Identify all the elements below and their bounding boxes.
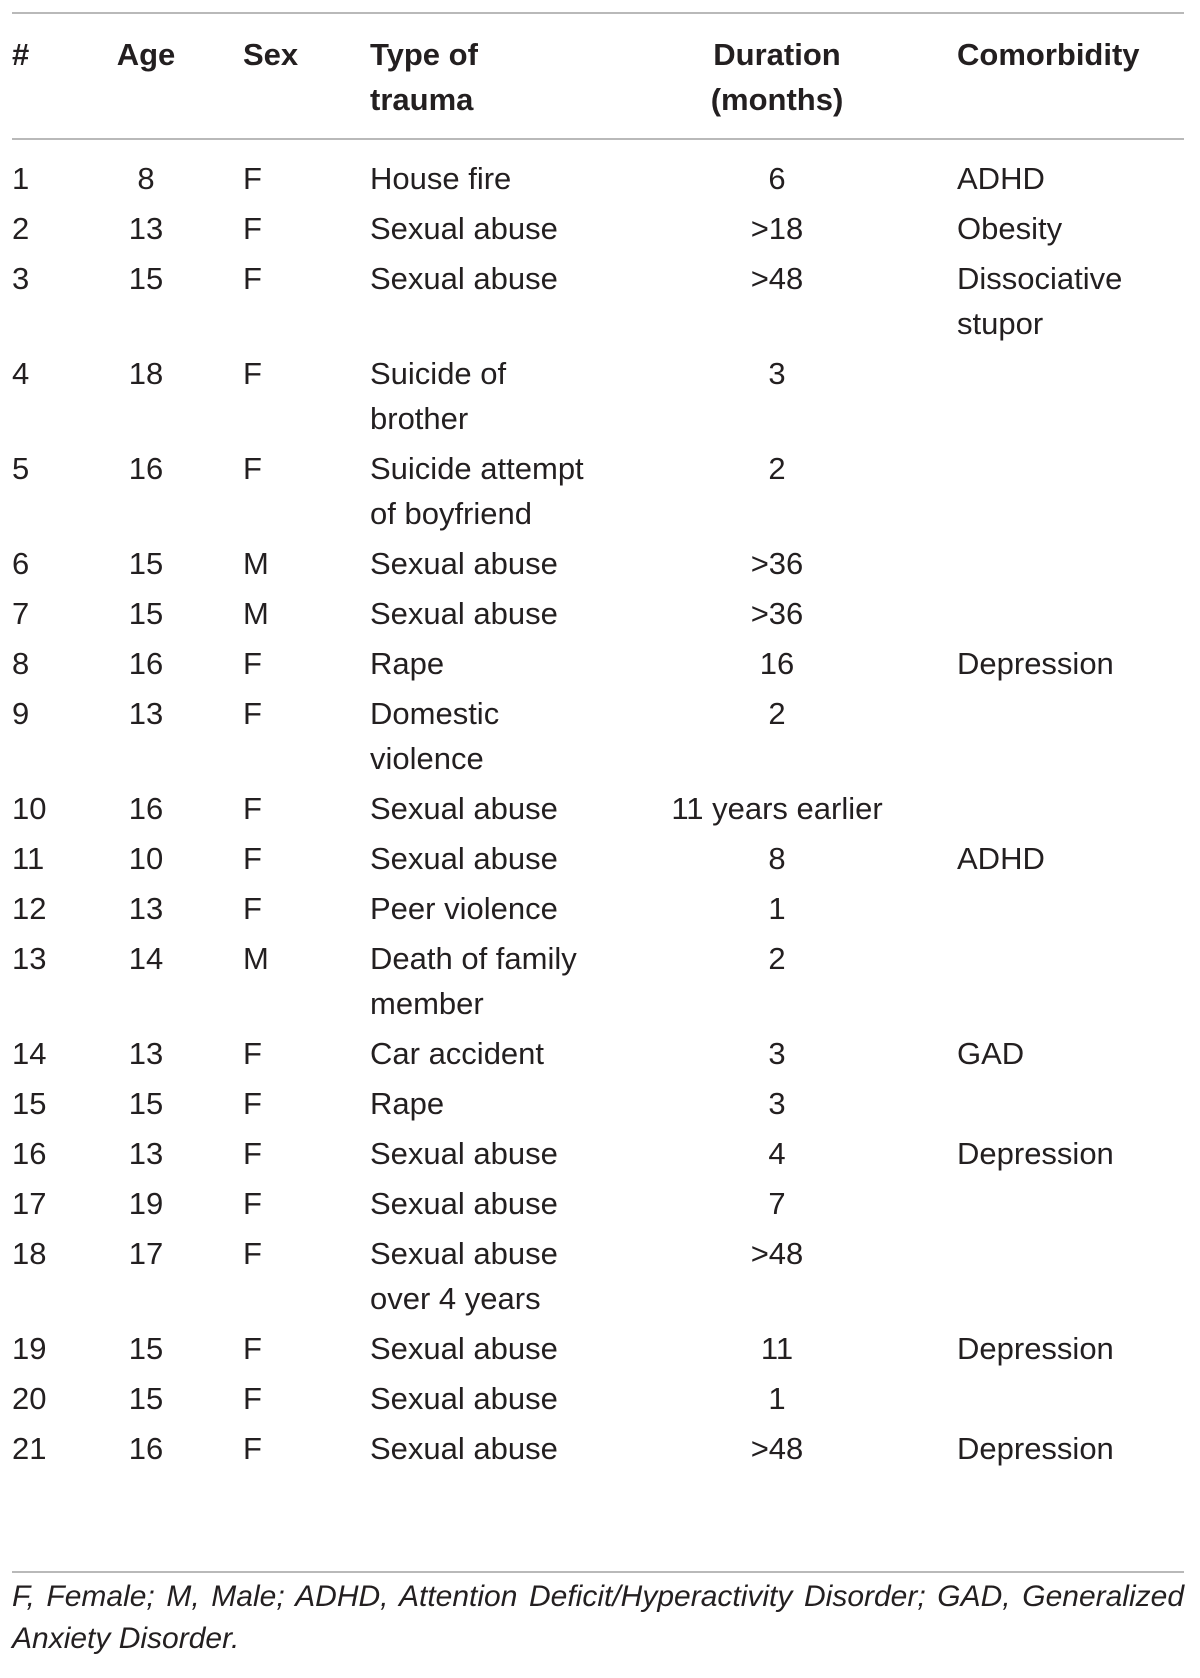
cell-duration-text: 1 xyxy=(768,891,786,926)
cell-trauma-type: brother xyxy=(370,401,469,436)
cell-age-text: 15 xyxy=(128,596,164,631)
cell-age-text: 19 xyxy=(128,1186,164,1221)
cell-sex: F xyxy=(243,891,262,926)
cell-duration-text: 2 xyxy=(768,451,786,486)
cell-trauma-type: violence xyxy=(370,741,484,776)
cell-age-text: 13 xyxy=(128,891,164,926)
cell-num: 18 xyxy=(12,1236,47,1271)
cell-trauma-type: Sexual abuse xyxy=(370,1381,558,1416)
cell-duration-text: 4 xyxy=(768,1136,786,1171)
cell-num: 1 xyxy=(12,161,30,196)
cell-sex: M xyxy=(243,596,269,631)
cell-trauma-type: Sexual abuse xyxy=(370,546,558,581)
cell-age-text: 16 xyxy=(128,646,164,681)
cell-duration-text: >36 xyxy=(750,546,804,581)
header-type-line1: Type of xyxy=(370,37,478,72)
cell-age-text: 16 xyxy=(128,791,164,826)
cell-sex: F xyxy=(243,1431,262,1466)
cell-num: 6 xyxy=(12,546,30,581)
cell-age-text: 14 xyxy=(128,941,164,976)
cell-num: 14 xyxy=(12,1036,47,1071)
cell-trauma-type: House fire xyxy=(370,161,512,196)
cell-sex: M xyxy=(243,546,269,581)
cell-trauma-type: Sexual abuse xyxy=(370,1236,558,1271)
cell-num: 10 xyxy=(12,791,47,826)
cell-comorbidity: Obesity xyxy=(957,211,1063,246)
table-footnote: F, Female; M, Male; ADHD, Attention Deficit/Hyperactivity Disorder; GAD, Generalized Anxiety Disorder. xyxy=(12,1580,1184,1655)
cell-age-text: 13 xyxy=(128,1136,164,1171)
cell-sex: F xyxy=(243,1186,262,1221)
cell-num: 15 xyxy=(12,1086,47,1121)
cell-duration-text: 6 xyxy=(768,161,786,196)
cell-num: 16 xyxy=(12,1136,47,1171)
cell-trauma-type: of boyfriend xyxy=(370,496,532,531)
cell-comorbidity: Depression xyxy=(957,1431,1114,1466)
cell-num: 7 xyxy=(12,596,30,631)
cell-duration-text: 3 xyxy=(768,356,786,391)
cell-sex: F xyxy=(243,261,262,296)
cell-trauma-type: member xyxy=(370,986,484,1021)
cell-duration-text: 11 years earlier xyxy=(671,791,883,826)
cell-trauma-type: Domestic xyxy=(370,696,500,731)
header-duration-label1: Duration xyxy=(713,37,841,72)
cell-age-text: 8 xyxy=(137,161,155,196)
cell-num: 17 xyxy=(12,1186,47,1221)
cell-age-text: 10 xyxy=(128,841,164,876)
cell-age-text: 15 xyxy=(128,1381,164,1416)
cell-age-text: 15 xyxy=(128,546,164,581)
header-type-line2: trauma xyxy=(370,82,474,117)
cell-comorbidity: Depression xyxy=(957,1136,1114,1171)
cell-sex: F xyxy=(243,211,262,246)
cell-num: 4 xyxy=(12,356,30,391)
cell-duration-text: 11 xyxy=(760,1331,794,1366)
cell-trauma-type: Sexual abuse xyxy=(370,791,558,826)
cell-comorbidity: GAD xyxy=(957,1036,1025,1071)
cell-sex: F xyxy=(243,646,262,681)
cell-age-text: 15 xyxy=(128,1086,164,1121)
cell-sex: F xyxy=(243,356,262,391)
cell-num: 11 xyxy=(12,841,45,876)
table-bottom-rule xyxy=(12,1571,1184,1573)
cell-age-text: 15 xyxy=(128,261,164,296)
cell-trauma-type: Sexual abuse xyxy=(370,211,558,246)
cell-trauma-type: Sexual abuse xyxy=(370,841,558,876)
cell-sex: F xyxy=(243,696,262,731)
cell-sex: F xyxy=(243,1086,262,1121)
cell-sex: F xyxy=(243,1236,262,1271)
cell-num: 3 xyxy=(12,261,30,296)
header-sex: Sex xyxy=(243,37,299,72)
cell-sex: F xyxy=(243,1331,262,1366)
cell-trauma-type: Sexual abuse xyxy=(370,261,558,296)
cell-trauma-type: Suicide attempt xyxy=(370,451,584,486)
cell-comorbidity: stupor xyxy=(957,306,1044,341)
cell-sex: F xyxy=(243,1036,262,1071)
cell-comorbidity: Depression xyxy=(957,1331,1114,1366)
cell-age-text: 13 xyxy=(128,1036,164,1071)
cell-num: 21 xyxy=(12,1431,47,1466)
cell-duration-text: 3 xyxy=(768,1036,786,1071)
cell-trauma-type: Rape xyxy=(370,1086,445,1121)
cell-comorbidity: ADHD xyxy=(957,841,1045,876)
cell-trauma-type: Car accident xyxy=(370,1036,545,1071)
cell-age-text: 15 xyxy=(128,1331,164,1366)
cell-trauma-type: Sexual abuse xyxy=(370,596,558,631)
cell-sex: F xyxy=(243,841,262,876)
cell-sex: M xyxy=(243,941,269,976)
cell-sex: F xyxy=(243,451,262,486)
cell-duration-text: >18 xyxy=(750,211,804,246)
cell-duration-text: 1 xyxy=(768,1381,786,1416)
cell-comorbidity: Depression xyxy=(957,646,1114,681)
cell-num: 20 xyxy=(12,1381,47,1416)
cell-trauma-type: over 4 years xyxy=(370,1281,541,1316)
cell-sex: F xyxy=(243,161,262,196)
cell-duration-text: >36 xyxy=(750,596,804,631)
cell-duration-text: 7 xyxy=(768,1186,786,1221)
cell-duration-text: 8 xyxy=(768,841,786,876)
cell-num: 5 xyxy=(12,451,30,486)
cell-trauma-type: Suicide of xyxy=(370,356,507,391)
cell-age-text: 16 xyxy=(128,1431,164,1466)
cell-trauma-type: Rape xyxy=(370,646,445,681)
header-comorbidity: Comorbidity xyxy=(957,37,1140,72)
cell-trauma-type: Peer violence xyxy=(370,891,558,926)
cell-trauma-type: Sexual abuse xyxy=(370,1186,558,1221)
cell-age-text: 16 xyxy=(128,451,164,486)
cell-num: 13 xyxy=(12,941,47,976)
cell-duration-text: 2 xyxy=(768,696,786,731)
cell-num: 19 xyxy=(12,1331,47,1366)
header-duration-label2: (months) xyxy=(710,82,844,117)
cell-trauma-type: Sexual abuse xyxy=(370,1136,558,1171)
cell-trauma-type: Sexual abuse xyxy=(370,1431,558,1466)
cell-duration-text: >48 xyxy=(750,1236,804,1271)
cell-num: 9 xyxy=(12,696,30,731)
cell-duration-text: 2 xyxy=(768,941,786,976)
cell-age-text: 17 xyxy=(128,1236,164,1271)
header-age-label: Age xyxy=(116,37,176,72)
cell-comorbidity: Dissociative xyxy=(957,261,1123,296)
table-top-rule xyxy=(12,12,1184,14)
cell-num: 2 xyxy=(12,211,30,246)
cell-sex: F xyxy=(243,791,262,826)
cell-duration-text: >48 xyxy=(750,261,804,296)
header-rule xyxy=(12,138,1184,140)
cell-num: 12 xyxy=(12,891,47,926)
cell-duration-text: >48 xyxy=(750,1431,804,1466)
header-num: # xyxy=(12,37,30,72)
cell-age-text: 18 xyxy=(128,356,164,391)
cell-age-text: 13 xyxy=(128,211,164,246)
cell-trauma-type: Death of family xyxy=(370,941,577,976)
cell-trauma-type: Sexual abuse xyxy=(370,1331,558,1366)
cell-sex: F xyxy=(243,1381,262,1416)
cell-duration-text: 3 xyxy=(768,1086,786,1121)
cell-num: 8 xyxy=(12,646,30,681)
cell-comorbidity: ADHD xyxy=(957,161,1045,196)
cell-duration-text: 16 xyxy=(759,646,795,681)
cell-sex: F xyxy=(243,1136,262,1171)
cell-age-text: 13 xyxy=(128,696,164,731)
